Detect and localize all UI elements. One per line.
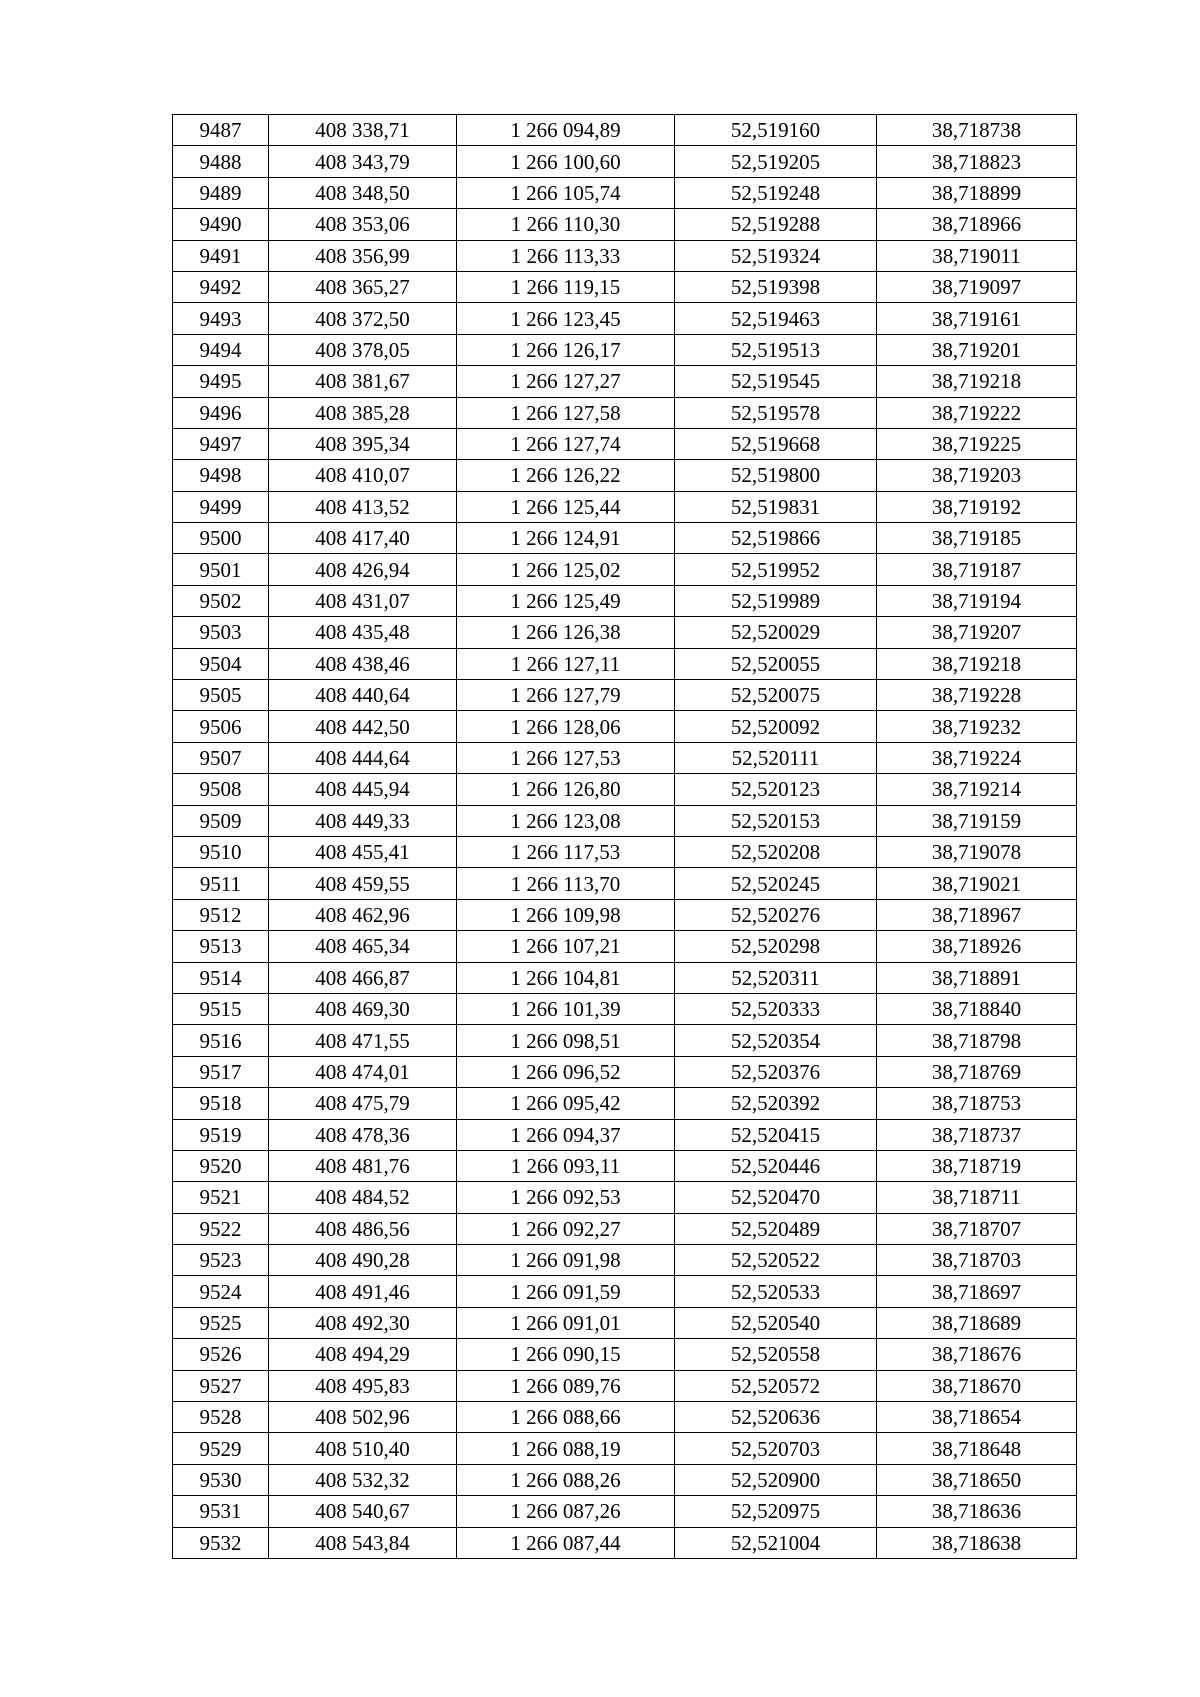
x-coordinate-cell: 408 372,50 bbox=[269, 303, 457, 334]
point-number-cell: 9524 bbox=[173, 1276, 269, 1307]
latitude-cell: 52,520522 bbox=[675, 1245, 877, 1276]
y-coordinate-cell: 1 266 126,80 bbox=[457, 774, 675, 805]
longitude-cell: 38,719078 bbox=[877, 836, 1077, 867]
longitude-cell: 38,718689 bbox=[877, 1307, 1077, 1338]
table-row bbox=[173, 1213, 1077, 1244]
table-row bbox=[173, 648, 1077, 679]
x-coordinate-cell: 408 540,67 bbox=[269, 1496, 457, 1527]
x-coordinate-cell: 408 410,07 bbox=[269, 460, 457, 491]
latitude-cell: 52,520489 bbox=[675, 1213, 877, 1244]
y-coordinate-cell: 1 266 126,17 bbox=[457, 334, 675, 365]
x-coordinate-cell: 408 438,46 bbox=[269, 648, 457, 679]
longitude-cell: 38,719097 bbox=[877, 271, 1077, 302]
longitude-cell: 38,719192 bbox=[877, 491, 1077, 522]
latitude-cell: 52,520055 bbox=[675, 648, 877, 679]
point-number-cell: 9529 bbox=[173, 1433, 269, 1464]
longitude-cell: 38,718926 bbox=[877, 931, 1077, 962]
x-coordinate-cell: 408 481,76 bbox=[269, 1150, 457, 1181]
y-coordinate-cell: 1 266 124,91 bbox=[457, 523, 675, 554]
latitude-cell: 52,519952 bbox=[675, 554, 877, 585]
latitude-cell: 52,520415 bbox=[675, 1119, 877, 1150]
y-coordinate-cell: 1 266 119,15 bbox=[457, 271, 675, 302]
table-row bbox=[173, 334, 1077, 365]
longitude-cell: 38,718769 bbox=[877, 1056, 1077, 1087]
x-coordinate-cell: 408 471,55 bbox=[269, 1025, 457, 1056]
y-coordinate-cell: 1 266 127,53 bbox=[457, 742, 675, 773]
point-number-cell: 9513 bbox=[173, 931, 269, 962]
table-row bbox=[173, 1025, 1077, 1056]
y-coordinate-cell: 1 266 109,98 bbox=[457, 899, 675, 930]
latitude-cell: 52,520540 bbox=[675, 1307, 877, 1338]
latitude-cell: 52,520470 bbox=[675, 1182, 877, 1213]
y-coordinate-cell: 1 266 100,60 bbox=[457, 146, 675, 177]
y-coordinate-cell: 1 266 088,26 bbox=[457, 1464, 675, 1495]
y-coordinate-cell: 1 266 127,79 bbox=[457, 680, 675, 711]
y-coordinate-cell: 1 266 092,53 bbox=[457, 1182, 675, 1213]
latitude-cell: 52,519205 bbox=[675, 146, 877, 177]
table-row bbox=[173, 899, 1077, 930]
y-coordinate-cell: 1 266 094,37 bbox=[457, 1119, 675, 1150]
table-row bbox=[173, 1527, 1077, 1558]
point-number-cell: 9530 bbox=[173, 1464, 269, 1495]
y-coordinate-cell: 1 266 087,44 bbox=[457, 1527, 675, 1558]
point-number-cell: 9487 bbox=[173, 115, 269, 146]
y-coordinate-cell: 1 266 126,22 bbox=[457, 460, 675, 491]
x-coordinate-cell: 408 494,29 bbox=[269, 1339, 457, 1370]
x-coordinate-cell: 408 381,67 bbox=[269, 366, 457, 397]
point-number-cell: 9499 bbox=[173, 491, 269, 522]
point-number-cell: 9523 bbox=[173, 1245, 269, 1276]
latitude-cell: 52,519800 bbox=[675, 460, 877, 491]
point-number-cell: 9514 bbox=[173, 962, 269, 993]
y-coordinate-cell: 1 266 113,70 bbox=[457, 868, 675, 899]
table-row bbox=[173, 177, 1077, 208]
table-row bbox=[173, 1245, 1077, 1276]
point-number-cell: 9492 bbox=[173, 271, 269, 302]
latitude-cell: 52,520900 bbox=[675, 1464, 877, 1495]
longitude-cell: 38,718798 bbox=[877, 1025, 1077, 1056]
y-coordinate-cell: 1 266 088,19 bbox=[457, 1433, 675, 1464]
y-coordinate-cell: 1 266 104,81 bbox=[457, 962, 675, 993]
x-coordinate-cell: 408 510,40 bbox=[269, 1433, 457, 1464]
x-coordinate-cell: 408 490,28 bbox=[269, 1245, 457, 1276]
table-row bbox=[173, 428, 1077, 459]
x-coordinate-cell: 408 417,40 bbox=[269, 523, 457, 554]
y-coordinate-cell: 1 266 090,15 bbox=[457, 1339, 675, 1370]
x-coordinate-cell: 408 455,41 bbox=[269, 836, 457, 867]
x-coordinate-cell: 408 413,52 bbox=[269, 491, 457, 522]
table-row bbox=[173, 1088, 1077, 1119]
point-number-cell: 9527 bbox=[173, 1370, 269, 1401]
longitude-cell: 38,718719 bbox=[877, 1150, 1077, 1181]
longitude-cell: 38,719021 bbox=[877, 868, 1077, 899]
point-number-cell: 9495 bbox=[173, 366, 269, 397]
point-number-cell: 9501 bbox=[173, 554, 269, 585]
table-row bbox=[173, 868, 1077, 899]
table-row bbox=[173, 1119, 1077, 1150]
point-number-cell: 9532 bbox=[173, 1527, 269, 1558]
y-coordinate-cell: 1 266 127,27 bbox=[457, 366, 675, 397]
latitude-cell: 52,519160 bbox=[675, 115, 877, 146]
longitude-cell: 38,719218 bbox=[877, 366, 1077, 397]
y-coordinate-cell: 1 266 107,21 bbox=[457, 931, 675, 962]
table-row bbox=[173, 585, 1077, 616]
point-number-cell: 9511 bbox=[173, 868, 269, 899]
x-coordinate-cell: 408 492,30 bbox=[269, 1307, 457, 1338]
point-number-cell: 9498 bbox=[173, 460, 269, 491]
x-coordinate-cell: 408 435,48 bbox=[269, 617, 457, 648]
point-number-cell: 9488 bbox=[173, 146, 269, 177]
latitude-cell: 52,519288 bbox=[675, 209, 877, 240]
longitude-cell: 38,718697 bbox=[877, 1276, 1077, 1307]
latitude-cell: 52,520123 bbox=[675, 774, 877, 805]
y-coordinate-cell: 1 266 123,45 bbox=[457, 303, 675, 334]
longitude-cell: 38,718650 bbox=[877, 1464, 1077, 1495]
point-number-cell: 9510 bbox=[173, 836, 269, 867]
latitude-cell: 52,520703 bbox=[675, 1433, 877, 1464]
table-row bbox=[173, 1056, 1077, 1087]
y-coordinate-cell: 1 266 098,51 bbox=[457, 1025, 675, 1056]
x-coordinate-cell: 408 502,96 bbox=[269, 1402, 457, 1433]
y-coordinate-cell: 1 266 095,42 bbox=[457, 1088, 675, 1119]
longitude-cell: 38,718823 bbox=[877, 146, 1077, 177]
table-row bbox=[173, 1307, 1077, 1338]
y-coordinate-cell: 1 266 127,11 bbox=[457, 648, 675, 679]
latitude-cell: 52,519545 bbox=[675, 366, 877, 397]
x-coordinate-cell: 408 353,06 bbox=[269, 209, 457, 240]
longitude-cell: 38,719203 bbox=[877, 460, 1077, 491]
x-coordinate-cell: 408 543,84 bbox=[269, 1527, 457, 1558]
x-coordinate-cell: 408 484,52 bbox=[269, 1182, 457, 1213]
y-coordinate-cell: 1 266 117,53 bbox=[457, 836, 675, 867]
latitude-cell: 52,520075 bbox=[675, 680, 877, 711]
x-coordinate-cell: 408 486,56 bbox=[269, 1213, 457, 1244]
longitude-cell: 38,719161 bbox=[877, 303, 1077, 334]
point-number-cell: 9526 bbox=[173, 1339, 269, 1370]
point-number-cell: 9497 bbox=[173, 428, 269, 459]
y-coordinate-cell: 1 266 125,49 bbox=[457, 585, 675, 616]
point-number-cell: 9494 bbox=[173, 334, 269, 365]
x-coordinate-cell: 408 474,01 bbox=[269, 1056, 457, 1087]
table-row bbox=[173, 397, 1077, 428]
longitude-cell: 38,718711 bbox=[877, 1182, 1077, 1213]
latitude-cell: 52,520533 bbox=[675, 1276, 877, 1307]
latitude-cell: 52,520245 bbox=[675, 868, 877, 899]
x-coordinate-cell: 408 431,07 bbox=[269, 585, 457, 616]
point-number-cell: 9521 bbox=[173, 1182, 269, 1213]
point-number-cell: 9531 bbox=[173, 1496, 269, 1527]
table-row bbox=[173, 931, 1077, 962]
x-coordinate-cell: 408 495,83 bbox=[269, 1370, 457, 1401]
x-coordinate-cell: 408 465,34 bbox=[269, 931, 457, 962]
longitude-cell: 38,718753 bbox=[877, 1088, 1077, 1119]
point-number-cell: 9516 bbox=[173, 1025, 269, 1056]
latitude-cell: 52,520636 bbox=[675, 1402, 877, 1433]
x-coordinate-cell: 408 532,32 bbox=[269, 1464, 457, 1495]
point-number-cell: 9502 bbox=[173, 585, 269, 616]
y-coordinate-cell: 1 266 087,26 bbox=[457, 1496, 675, 1527]
point-number-cell: 9508 bbox=[173, 774, 269, 805]
x-coordinate-cell: 408 365,27 bbox=[269, 271, 457, 302]
latitude-cell: 52,519513 bbox=[675, 334, 877, 365]
point-number-cell: 9520 bbox=[173, 1150, 269, 1181]
point-number-cell: 9518 bbox=[173, 1088, 269, 1119]
table-row bbox=[173, 491, 1077, 522]
longitude-cell: 38,719159 bbox=[877, 805, 1077, 836]
point-number-cell: 9507 bbox=[173, 742, 269, 773]
table-row bbox=[173, 271, 1077, 302]
longitude-cell: 38,719185 bbox=[877, 523, 1077, 554]
y-coordinate-cell: 1 266 126,38 bbox=[457, 617, 675, 648]
table-row bbox=[173, 115, 1077, 146]
longitude-cell: 38,719218 bbox=[877, 648, 1077, 679]
x-coordinate-cell: 408 356,99 bbox=[269, 240, 457, 271]
table-row bbox=[173, 993, 1077, 1024]
y-coordinate-cell: 1 266 093,11 bbox=[457, 1150, 675, 1181]
y-coordinate-cell: 1 266 113,33 bbox=[457, 240, 675, 271]
latitude-cell: 52,519989 bbox=[675, 585, 877, 616]
table-row bbox=[173, 1496, 1077, 1527]
longitude-cell: 38,718676 bbox=[877, 1339, 1077, 1370]
y-coordinate-cell: 1 266 128,06 bbox=[457, 711, 675, 742]
longitude-cell: 38,718840 bbox=[877, 993, 1077, 1024]
y-coordinate-cell: 1 266 091,01 bbox=[457, 1307, 675, 1338]
table-row bbox=[173, 836, 1077, 867]
latitude-cell: 52,520354 bbox=[675, 1025, 877, 1056]
latitude-cell: 52,519866 bbox=[675, 523, 877, 554]
y-coordinate-cell: 1 266 094,89 bbox=[457, 115, 675, 146]
x-coordinate-cell: 408 491,46 bbox=[269, 1276, 457, 1307]
longitude-cell: 38,718891 bbox=[877, 962, 1077, 993]
point-number-cell: 9491 bbox=[173, 240, 269, 271]
latitude-cell: 52,519831 bbox=[675, 491, 877, 522]
point-number-cell: 9517 bbox=[173, 1056, 269, 1087]
longitude-cell: 38,718638 bbox=[877, 1527, 1077, 1558]
table-row bbox=[173, 146, 1077, 177]
table-row bbox=[173, 1370, 1077, 1401]
x-coordinate-cell: 408 426,94 bbox=[269, 554, 457, 585]
point-number-cell: 9519 bbox=[173, 1119, 269, 1150]
coordinates-table-body bbox=[173, 115, 1077, 1559]
table-row bbox=[173, 1464, 1077, 1495]
latitude-cell: 52,520298 bbox=[675, 931, 877, 962]
y-coordinate-cell: 1 266 091,98 bbox=[457, 1245, 675, 1276]
y-coordinate-cell: 1 266 110,30 bbox=[457, 209, 675, 240]
longitude-cell: 38,718703 bbox=[877, 1245, 1077, 1276]
point-number-cell: 9490 bbox=[173, 209, 269, 240]
point-number-cell: 9528 bbox=[173, 1402, 269, 1433]
x-coordinate-cell: 408 466,87 bbox=[269, 962, 457, 993]
longitude-cell: 38,718636 bbox=[877, 1496, 1077, 1527]
table-row bbox=[173, 523, 1077, 554]
y-coordinate-cell: 1 266 123,08 bbox=[457, 805, 675, 836]
longitude-cell: 38,719207 bbox=[877, 617, 1077, 648]
point-number-cell: 9512 bbox=[173, 899, 269, 930]
point-number-cell: 9503 bbox=[173, 617, 269, 648]
latitude-cell: 52,520975 bbox=[675, 1496, 877, 1527]
x-coordinate-cell: 408 478,36 bbox=[269, 1119, 457, 1150]
latitude-cell: 52,521004 bbox=[675, 1527, 877, 1558]
y-coordinate-cell: 1 266 096,52 bbox=[457, 1056, 675, 1087]
y-coordinate-cell: 1 266 125,44 bbox=[457, 491, 675, 522]
latitude-cell: 52,519668 bbox=[675, 428, 877, 459]
x-coordinate-cell: 408 395,34 bbox=[269, 428, 457, 459]
longitude-cell: 38,719011 bbox=[877, 240, 1077, 271]
y-coordinate-cell: 1 266 125,02 bbox=[457, 554, 675, 585]
x-coordinate-cell: 408 343,79 bbox=[269, 146, 457, 177]
point-number-cell: 9500 bbox=[173, 523, 269, 554]
latitude-cell: 52,519578 bbox=[675, 397, 877, 428]
point-number-cell: 9506 bbox=[173, 711, 269, 742]
y-coordinate-cell: 1 266 101,39 bbox=[457, 993, 675, 1024]
longitude-cell: 38,718648 bbox=[877, 1433, 1077, 1464]
table-row bbox=[173, 617, 1077, 648]
longitude-cell: 38,718737 bbox=[877, 1119, 1077, 1150]
table-row bbox=[173, 554, 1077, 585]
latitude-cell: 52,520153 bbox=[675, 805, 877, 836]
longitude-cell: 38,718707 bbox=[877, 1213, 1077, 1244]
longitude-cell: 38,719225 bbox=[877, 428, 1077, 459]
x-coordinate-cell: 408 475,79 bbox=[269, 1088, 457, 1119]
y-coordinate-cell: 1 266 127,58 bbox=[457, 397, 675, 428]
longitude-cell: 38,719214 bbox=[877, 774, 1077, 805]
x-coordinate-cell: 408 348,50 bbox=[269, 177, 457, 208]
table-row bbox=[173, 1182, 1077, 1213]
table-row bbox=[173, 209, 1077, 240]
y-coordinate-cell: 1 266 105,74 bbox=[457, 177, 675, 208]
point-number-cell: 9493 bbox=[173, 303, 269, 334]
longitude-cell: 38,718670 bbox=[877, 1370, 1077, 1401]
longitude-cell: 38,718966 bbox=[877, 209, 1077, 240]
y-coordinate-cell: 1 266 091,59 bbox=[457, 1276, 675, 1307]
point-number-cell: 9509 bbox=[173, 805, 269, 836]
longitude-cell: 38,719187 bbox=[877, 554, 1077, 585]
point-number-cell: 9515 bbox=[173, 993, 269, 1024]
point-number-cell: 9496 bbox=[173, 397, 269, 428]
x-coordinate-cell: 408 385,28 bbox=[269, 397, 457, 428]
x-coordinate-cell: 408 338,71 bbox=[269, 115, 457, 146]
table-row bbox=[173, 1402, 1077, 1433]
longitude-cell: 38,719228 bbox=[877, 680, 1077, 711]
latitude-cell: 52,520029 bbox=[675, 617, 877, 648]
latitude-cell: 52,520392 bbox=[675, 1088, 877, 1119]
longitude-cell: 38,719224 bbox=[877, 742, 1077, 773]
table-row bbox=[173, 366, 1077, 397]
x-coordinate-cell: 408 442,50 bbox=[269, 711, 457, 742]
point-number-cell: 9504 bbox=[173, 648, 269, 679]
longitude-cell: 38,718654 bbox=[877, 1402, 1077, 1433]
x-coordinate-cell: 408 444,64 bbox=[269, 742, 457, 773]
point-number-cell: 9505 bbox=[173, 680, 269, 711]
x-coordinate-cell: 408 469,30 bbox=[269, 993, 457, 1024]
table-row bbox=[173, 680, 1077, 711]
longitude-cell: 38,719232 bbox=[877, 711, 1077, 742]
longitude-cell: 38,718899 bbox=[877, 177, 1077, 208]
x-coordinate-cell: 408 378,05 bbox=[269, 334, 457, 365]
x-coordinate-cell: 408 459,55 bbox=[269, 868, 457, 899]
latitude-cell: 52,520333 bbox=[675, 993, 877, 1024]
y-coordinate-cell: 1 266 092,27 bbox=[457, 1213, 675, 1244]
latitude-cell: 52,520558 bbox=[675, 1339, 877, 1370]
y-coordinate-cell: 1 266 127,74 bbox=[457, 428, 675, 459]
latitude-cell: 52,519324 bbox=[675, 240, 877, 271]
longitude-cell: 38,719222 bbox=[877, 397, 1077, 428]
table-row bbox=[173, 1276, 1077, 1307]
point-number-cell: 9522 bbox=[173, 1213, 269, 1244]
table-row bbox=[173, 742, 1077, 773]
table-row bbox=[173, 1433, 1077, 1464]
table-row bbox=[173, 1150, 1077, 1181]
latitude-cell: 52,520208 bbox=[675, 836, 877, 867]
y-coordinate-cell: 1 266 088,66 bbox=[457, 1402, 675, 1433]
latitude-cell: 52,520446 bbox=[675, 1150, 877, 1181]
latitude-cell: 52,519248 bbox=[675, 177, 877, 208]
longitude-cell: 38,718738 bbox=[877, 115, 1077, 146]
longitude-cell: 38,719194 bbox=[877, 585, 1077, 616]
longitude-cell: 38,719201 bbox=[877, 334, 1077, 365]
x-coordinate-cell: 408 449,33 bbox=[269, 805, 457, 836]
latitude-cell: 52,519463 bbox=[675, 303, 877, 334]
point-number-cell: 9525 bbox=[173, 1307, 269, 1338]
y-coordinate-cell: 1 266 089,76 bbox=[457, 1370, 675, 1401]
table-row bbox=[173, 962, 1077, 993]
latitude-cell: 52,520092 bbox=[675, 711, 877, 742]
latitude-cell: 52,520376 bbox=[675, 1056, 877, 1087]
table-row bbox=[173, 805, 1077, 836]
x-coordinate-cell: 408 445,94 bbox=[269, 774, 457, 805]
latitude-cell: 52,520276 bbox=[675, 899, 877, 930]
latitude-cell: 52,520111 bbox=[675, 742, 877, 773]
table-row bbox=[173, 240, 1077, 271]
x-coordinate-cell: 408 462,96 bbox=[269, 899, 457, 930]
table-row bbox=[173, 711, 1077, 742]
longitude-cell: 38,718967 bbox=[877, 899, 1077, 930]
point-number-cell: 9489 bbox=[173, 177, 269, 208]
table-row bbox=[173, 1339, 1077, 1370]
latitude-cell: 52,520572 bbox=[675, 1370, 877, 1401]
latitude-cell: 52,520311 bbox=[675, 962, 877, 993]
latitude-cell: 52,519398 bbox=[675, 271, 877, 302]
table-row bbox=[173, 303, 1077, 334]
coordinates-table bbox=[172, 114, 1077, 1559]
table-row bbox=[173, 460, 1077, 491]
x-coordinate-cell: 408 440,64 bbox=[269, 680, 457, 711]
table-row bbox=[173, 774, 1077, 805]
